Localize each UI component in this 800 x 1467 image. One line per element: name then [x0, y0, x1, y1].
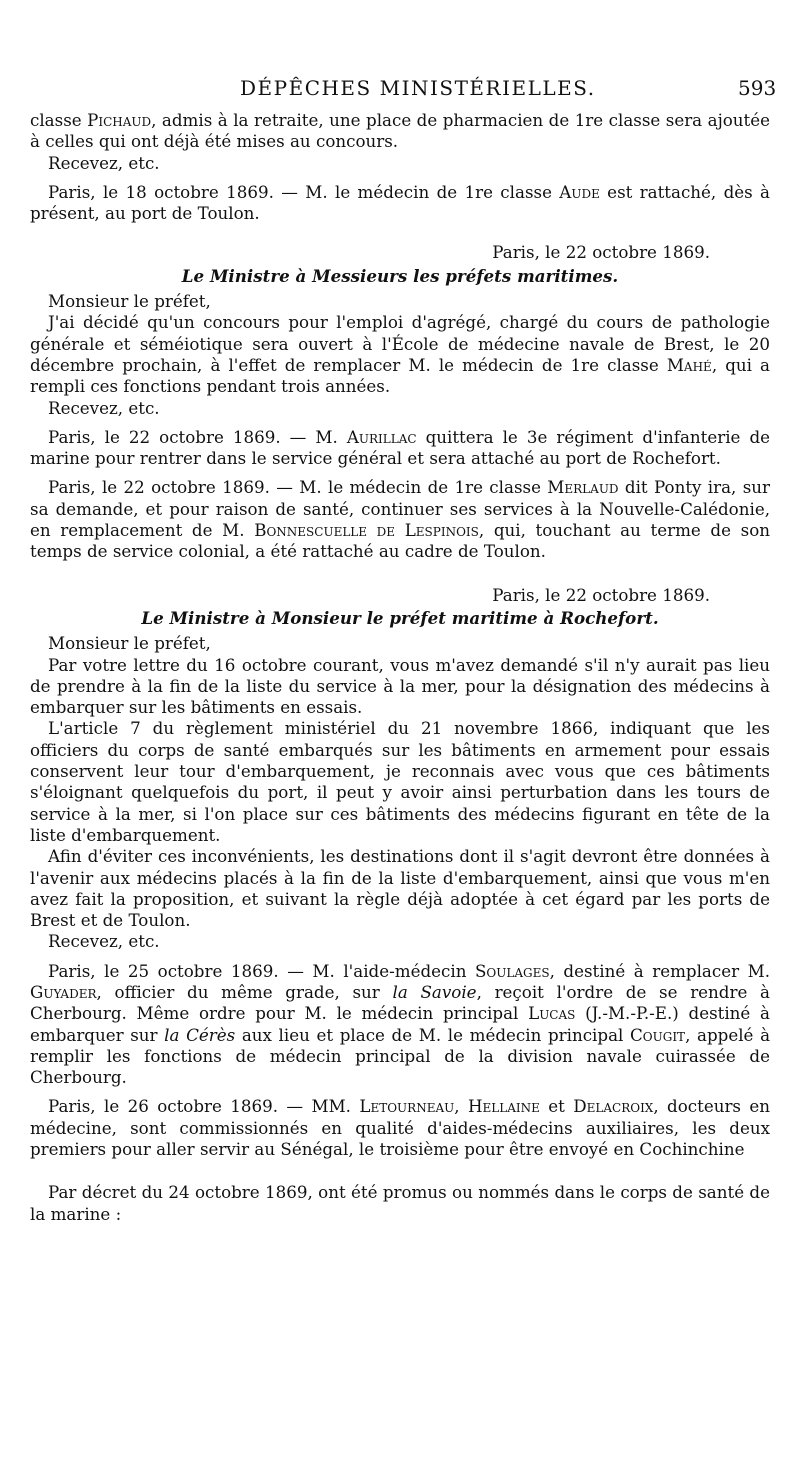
paragraph-aude: Paris, le 18 octobre 1869. — M. le médecin de 1re classe Aude est rattaché, dès à présent, au port de Toulon. — [30, 181, 770, 224]
ship-name: la Cérès — [164, 1024, 236, 1045]
person-name: Delacroix — [573, 1096, 654, 1117]
paragraph-aurillac: Paris, le 22 octobre 1869. — M. Aurillac quittera le 3e régiment d'infanterie de marine pour rentrer dans le service général et sera attaché au port de Rochefort. — [30, 426, 770, 469]
person-name: Lucas — [528, 1003, 576, 1024]
person-name: Letourneau — [359, 1096, 455, 1117]
paragraph-decret: Par décret du 24 octobre 1869, ont été promus ou nommés dans le corps de santé de la marine : — [30, 1182, 770, 1224]
letter-date: Paris, le 22 octobre 1869. — [492, 242, 710, 263]
ship-name: la Savoie — [392, 981, 477, 1002]
document-body — [30, 110, 770, 1225]
running-header — [0, 70, 800, 104]
person-name: Cougit — [630, 1024, 686, 1045]
paragraph-soulages: Paris, le 25 octobre 1869. — M. l'aide-médecin Soulages, destiné à remplacer M. Guyader, officier du même grade, sur la Savoie, reçoit l'ordre de se rendre à Cherbourg. Même ordre pour M. le médecin principal Lucas (J.-M.-P.-E.) destiné à embarquer sur la Cérès aux lieu et place de M. le médecin principal Cougit, appelé à remplir les fonctions de médecin principal de la division navale cuirassée de Cherbourg. — [30, 960, 771, 1088]
closing-formula: Recevez, etc. — [48, 397, 160, 418]
paragraph-lettre: Par votre lettre du 16 octobre courant, vous m'avez demandé s'il n'y aurait pas lieu de prendre à la fin de la liste du service à la mer, pour la désignation des médecins à embarquer sur les bâtiments en essais. — [30, 654, 770, 718]
paragraph-merlaud: Paris, le 22 octobre 1869. — M. le médecin de 1re classe Merlaud dit Ponty ira, sur sa demande, et pour raison de santé, continuer ses services à la Nouvelle-Calédonie, en remplacement de M. Bonnescuelle de Lespinois, qui, touchant au terme de son temps de service colonial, a été rattaché au cadre de Toulon. — [30, 477, 770, 562]
letter-addressee: Le Ministre à Messieurs les préfets maritimes. — [181, 265, 619, 286]
person-name: Aurillac — [346, 426, 417, 447]
letter-date: Paris, le 22 octobre 1869. — [492, 584, 710, 605]
paragraph-inconvenients: Afin d'éviter ces inconvénients, les destinations dont il s'agit devront être données à l'avenir aux médecins placés à la fin de la liste d'embarquement, ainsi que vous m'en avez fait la proposition, et suivant la règle déjà adoptée à cet égard par les ports de Brest et de Toulon. — [30, 846, 770, 931]
paragraph-letourneau: Paris, le 26 octobre 1869. — MM. Letourneau, Hellaine et Delacroix, docteurs en médecine, sont commissionnés en qualité d'aides-médecins auxiliaires, les deux premiers pour aller servir au Sénégal, le troisième pour être envoyé en Cochinchine — [30, 1096, 771, 1160]
person-name: Aude — [559, 181, 600, 202]
closing-formula: Recevez, etc. — [48, 931, 160, 952]
person-name: Bonnescuelle de Lespinois — [254, 520, 479, 541]
letter-salutation: Monsieur le préfet, — [48, 291, 211, 312]
paragraph-pharmacien: classe Pichaud, admis à la retraite, une place de pharmacien de 1re classe sera ajoutée à celles qui ont déjà été mises au concours. — [30, 110, 770, 152]
person-name: Pichaud — [87, 110, 152, 130]
person-name: Merlaud — [547, 477, 619, 498]
paragraph-article: L'article 7 du règlement ministériel du 21 novembre 1866, indiquant que les officiers du corps de santé embarqués sur les bâtiments en armement pour essais conservent leur tour d'embarquement, je reconnais avec vous que ces bâtiments s'éloignant quelquefois du port, il peut y avoir ainsi perturbation dans les tours de service à la mer, si l'on place sur ces bâtiments des médecins figurant en tête de la liste d'embarquement. — [30, 718, 770, 845]
letter-salutation: Monsieur le préfet, — [48, 633, 211, 654]
letter-addressee: Le Ministre à Monsieur le préfet maritime à Rochefort. — [141, 607, 659, 628]
person-name: Guyader — [30, 981, 97, 1002]
person-name: Hellaine — [467, 1096, 540, 1117]
paragraph-concours: J'ai décidé qu'un concours pour l'emploi d'agrégé, chargé du cours de pathologie générale et séméiotique sera ouvert à l'École de médecine navale de Brest, le 20 décembre prochain, à l'effet de remplacer M. le médecin de 1re classe Mahé, qui a rempli ces fonctions pendant trois années. — [30, 312, 770, 397]
header-title: DÉPÊCHES MINISTÉRIELLES. — [240, 76, 596, 100]
closing-formula: Recevez, etc. — [48, 152, 160, 173]
person-name: Soulages — [474, 960, 550, 981]
page-number: 593 — [738, 76, 777, 100]
person-name: Mahé — [666, 354, 712, 375]
